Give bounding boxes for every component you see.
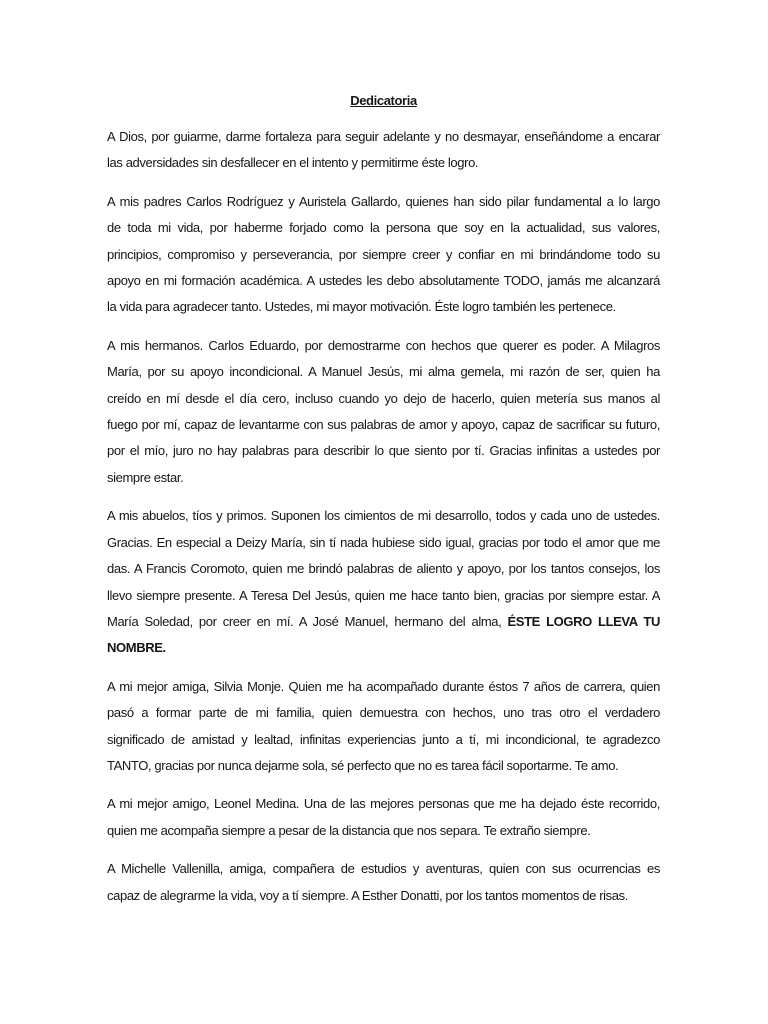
paragraph — [107, 189, 660, 321]
text-line: das. A Francis Coromoto, quien me brindó palabras de aliento y apoyo, por los tantos consejos, los — [107, 561, 660, 577]
paragraph — [107, 503, 660, 661]
paragraph — [107, 124, 660, 177]
paragraph — [107, 333, 660, 491]
text-line: pasó a formar parte de mi familia, quien demuestra con hechos, uno tras otro el verdadero — [107, 705, 660, 721]
text-line — [107, 635, 660, 661]
text-line: María, por su apoyo incondicional. A Manuel Jesús, mi alma gemela, mi razón de ser, quien ha — [107, 364, 660, 380]
paragraph — [107, 674, 660, 780]
text-line: quien me acompaña siempre a pesar de la distancia que nos separa. Te extraño siempre. — [107, 822, 591, 838]
text-line: de toda mi vida, por haberme forjado como la persona que soy en la actualidad, sus valores, — [107, 220, 660, 236]
text-line: capaz de alegrarme la vida, voy a tí siempre. A Esther Donatti, por los tantos momentos de risas. — [107, 887, 628, 903]
text-line: fuego por mí, capaz de levantarme con sus palabras de amor y apoyo, capaz de sacrificar su futuro, — [107, 417, 660, 433]
paragraph — [107, 791, 660, 844]
text-line: creído en mí desde el día cero, incluso cuando yo dejo de hacerlo, quien metería sus manos al — [107, 390, 660, 406]
document-title: Dedicatoria — [350, 93, 417, 108]
text-line: A mis hermanos. Carlos Eduardo, por demostrarme con hechos que querer es poder. A Milagros — [107, 337, 660, 353]
text-line: A mi mejor amiga, Silvia Monje. Quien me ha acompañado durante éstos 7 años de carrera, quien — [107, 678, 660, 694]
emphasis-text: NOMBRE. — [107, 640, 166, 656]
emphasis-text: ÉSTE LOGRO LLEVA TU — [507, 613, 660, 629]
text-line: llevo siempre presente. A Teresa Del Jesús, quien me hace tanto bien, gracias por siempre estar. A — [107, 587, 660, 603]
text-line: TANTO, gracias por nunca dejarme sola, sé perfecto que no es tarea fácil soportarme. Te amo. — [107, 757, 619, 773]
text-line: Gracias. En especial a Deizy María, sin tí nada hubiese sido igual, gracias por todo el amor que me — [107, 534, 660, 550]
text-line: la vida para agradecer tanto. Ustedes, mi mayor motivación. Éste logro también les pertenece. — [107, 299, 616, 315]
text-line: A Dios, por guiarme, darme fortaleza para seguir adelante y no desmayar, enseñándome a encarar — [107, 129, 660, 144]
text-line: por el mío, juro no hay palabras para describir lo que siento por tí. Gracias infinitas a ustedes por — [107, 443, 660, 459]
text-line: principios, compromiso y perseverancia, por siempre creer y confiar en mi brindándome todo su — [107, 246, 660, 262]
text-line: significado de amistad y lealtad, infinitas experiencias junto a tí, mi incondicional, te agradezco — [107, 731, 660, 747]
paragraph-list — [107, 124, 660, 909]
text-line: A Michelle Vallenilla, amiga, compañera de estudios y aventuras, quien con sus ocurrencias es — [107, 861, 660, 877]
text-line: A mi mejor amigo, Leonel Medina. Una de las mejores personas que me ha dejado éste recorrido, — [107, 796, 660, 812]
text-line: A mis abuelos, tíos y primos. Suponen los cimientos de mi desarrollo, todos y cada uno de ustedes. — [107, 508, 660, 524]
line-text: María Soledad, por creer en mí. A José Manuel, hermano del alma, — [107, 613, 508, 629]
text-line: siempre estar. — [107, 469, 184, 485]
paragraph — [107, 856, 660, 909]
text-line: A mis padres Carlos Rodríguez y Auristela Gallardo, quienes han sido pilar fundamental a lo largo — [107, 193, 660, 209]
document-body — [107, 88, 660, 921]
text-line: las adversidades sin desfallecer en el intento y permitirme éste logro. — [107, 155, 479, 171]
text-line — [107, 609, 660, 635]
text-line: apoyo en mi formación académica. A ustedes les debo absolutamente TODO, jamás me alcanzará — [107, 273, 660, 289]
